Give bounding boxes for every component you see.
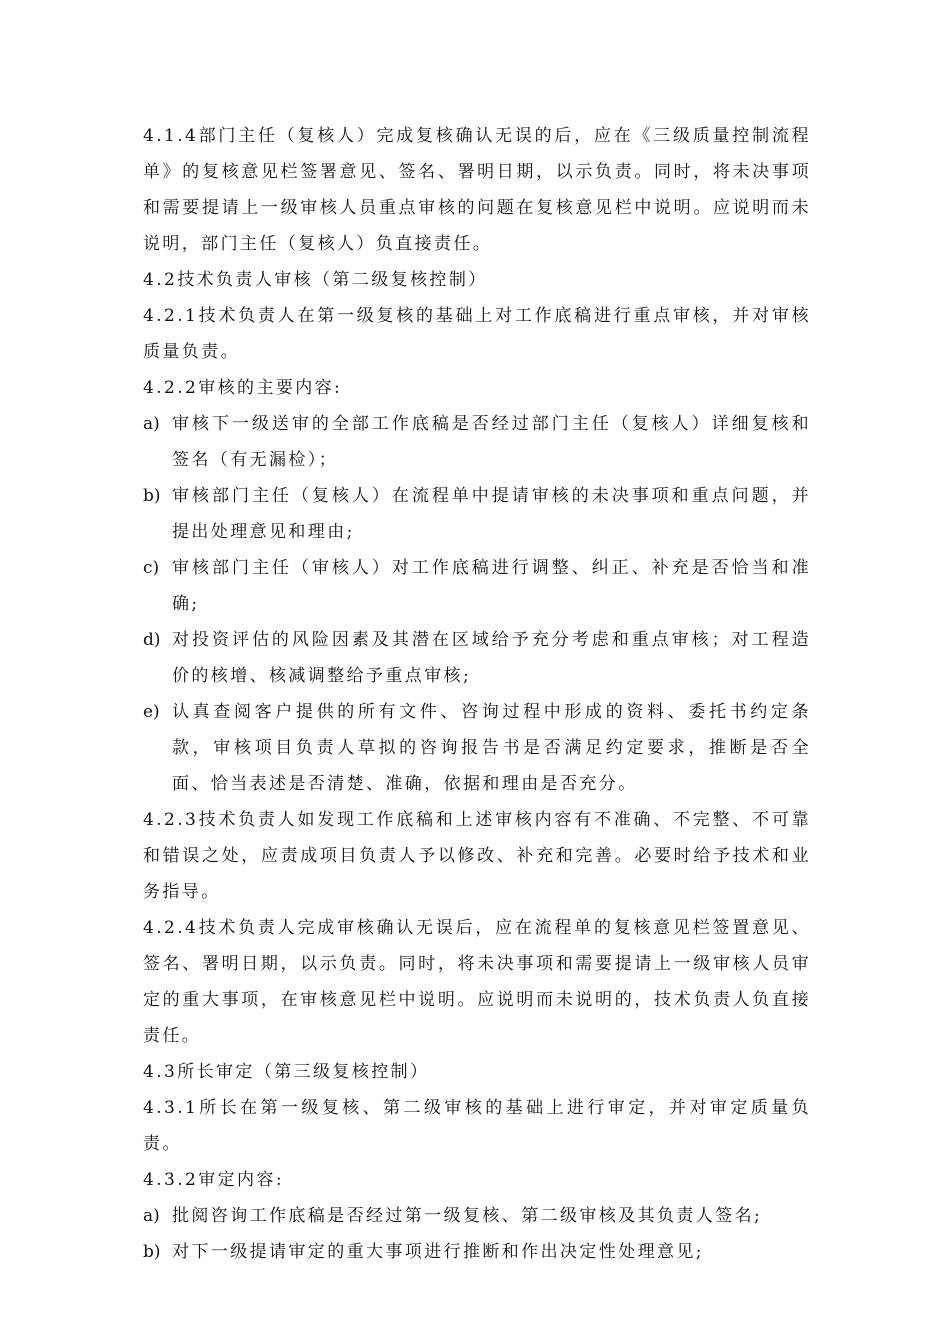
paragraph-4-2-2: 4.2.2审核的主要内容: [143,378,343,398]
list-marker: a) [143,1206,160,1226]
list-item-b [143,478,811,550]
heading-4-2: 4.2技术负责人审核（第二级复核控制） [143,270,488,290]
list-item-d [143,622,811,694]
list-item-text: 审核部门主任（复核人）在流程单中提请审核的未决事项和重点问题，并提出处理意见和理由; [172,486,811,542]
list-item-text: 对下一级提请审定的重大事项进行推断和作出决定性处理意见; [172,1242,704,1262]
list-marker: b) [143,486,161,506]
paragraph-4-2-4: 4.2.4技术负责人完成审核确认无误后，应在流程单的复核意见栏签置意见、签名、署明日期，以示负责。同时，将未决事项和需要提请上一级审核人员审定的重大事项，在审核意见栏中说明。应说明而未说明的，技术负责人负直接责任。 [143,918,811,1046]
list-item-c [143,550,811,622]
list-item-text: 审核部门主任（审核人）对工作底稿进行调整、纠正、补充是否恰当和准确; [172,558,811,614]
list-marker: d) [143,630,161,650]
list-item-a [143,406,811,478]
list-item-b-2 [143,1234,811,1270]
list-item-text: 认真查阅客户提供的所有文件、咨询过程中形成的资料、委托书约定条款，审核项目负责人草拟的咨询报告书是否满足约定要求，推断是否全面、恰当表述是否清楚、准确，依据和理由是否充分。 [172,702,811,794]
list-marker: e) [143,702,160,722]
list-marker: c) [143,558,160,578]
paragraph-4-2-3: 4.2.3技术负责人如发现工作底稿和上述审核内容有不准确、不完整、不可靠和错误之处，应责成项目负责人予以修改、补充和完善。必要时给予技术和业务指导。 [143,810,811,902]
paragraph-4-3-1: 4.3.1所长在第一级复核、第二级审核的基础上进行审定，并对审定质量负责。 [143,1098,811,1154]
list-marker: a) [143,414,160,434]
heading-4-3: 4.3所长审定（第三级复核控制） [143,1062,430,1082]
list-item-text: 审核下一级送审的全部工作底稿是否经过部门主任（复核人）详细复核和签名（有无漏检）； [172,414,811,470]
list-item-text: 批阅咨询工作底稿是否经过第一级复核、第二级审核及其负责人签名; [172,1206,763,1226]
list-item-text: 对投资评估的风险因素及其潜在区域给予充分考虑和重点审核；对工程造价的核增、核减调整给予重点审核; [172,630,811,686]
paragraph-4-3-2: 4.3.2审定内容: [143,1170,284,1190]
document-body [143,118,811,1270]
list-item-e [143,694,811,802]
paragraph-4-2-1: 4.2.1技术负责人在第一级复核的基础上对工作底稿进行重点审核，并对审核质量负责。 [143,306,811,362]
paragraph-4-1-4: 4.1.4部门主任（复核人）完成复核确认无误的后，应在《三级质量控制流程单》的复核意见栏签署意见、签名、署明日期，以示负责。同时，将未决事项和需要提请上一级审核人员重点审核的问题在复核意见栏中说明。应说明而未说明，部门主任（复核人）负直接责任。 [143,126,811,254]
list-item-a-2 [143,1198,811,1234]
list-marker: b) [143,1242,161,1262]
